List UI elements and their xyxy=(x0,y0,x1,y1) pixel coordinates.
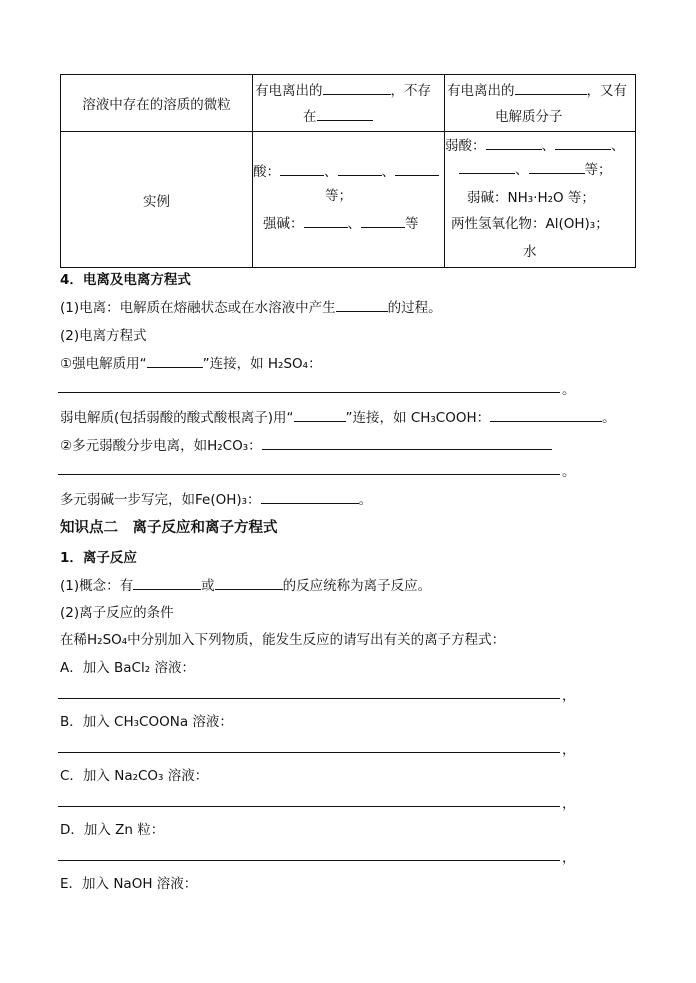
table-cell-strong-examples: 酸： 、 、 等； 强碱： 、 等 xyxy=(253,132,445,268)
knowledge-point-heading: 知识点二 离子反应和离子方程式 xyxy=(60,520,278,536)
ionization-equation-heading: (2)电离方程式 xyxy=(60,328,147,344)
answer-line xyxy=(58,752,560,753)
answer-line xyxy=(58,392,560,393)
strong-electrolyte-line: ①强电解质用“ ”连接，如 H₂SO₄： xyxy=(60,352,322,372)
section-heading-ionization: 4．电离及电离方程式 xyxy=(60,272,191,288)
concept-line: (1)概念：有 或 的反应统称为离子反应。 xyxy=(60,574,431,594)
table-cell-weak-species: 有电离出的 ，又有 电解质分子 xyxy=(445,75,636,132)
ionization-definition: (1)电离：电解质在熔融状态或在水溶液中产生 的过程。 xyxy=(60,296,442,316)
item-a-bacl2: A．加入 BaCl₂ 溶液： xyxy=(60,660,195,676)
polybasic-base-line: 多元弱碱一步写完，如Fe(OH)₃： 。 xyxy=(60,488,372,508)
answer-line xyxy=(58,698,560,699)
conditions-heading: (2)离子反应的条件 xyxy=(60,605,174,621)
answer-line xyxy=(58,860,560,861)
table-cell-species-header: 溶液中存在的溶质的微粒 xyxy=(61,75,253,132)
table-cell-examples-header: 实例 xyxy=(61,132,253,268)
electrolyte-table xyxy=(60,74,636,268)
table-cell-strong-species: 有电离出的 ，不存 在 xyxy=(253,75,445,132)
subsection-heading-ionic-reaction: 1．离子反应 xyxy=(60,550,137,566)
item-b-ch3coona: B．加入 CH₃COONa 溶液： xyxy=(60,714,233,730)
weak-electrolyte-line: 弱电解质(包括弱酸的酸式酸根离子)用“ ”连接，如 CH₃COOH： 。 xyxy=(60,406,616,426)
item-e-naoh: E．加入 NaOH 溶液： xyxy=(60,876,198,892)
table-cell-weak-examples: 弱酸： 、 、 、 等； 弱碱：NH₃·H₂O 等； 两性氢氧化物：Al(OH)₃； 水 xyxy=(445,132,636,268)
item-d-zn: D．加入 Zn 粒： xyxy=(60,822,165,838)
answer-line xyxy=(58,806,560,807)
instruction-text: 在稀H₂SO₄中分别加入下列物质，能发生反应的请写出有关的离子方程式： xyxy=(60,632,506,648)
item-c-na2co3: C．加入 Na₂CO₃ 溶液： xyxy=(60,768,209,784)
answer-line xyxy=(58,474,560,475)
polyprotic-acid-line: ②多元弱酸分步电离，如H₂CO₃： xyxy=(60,434,552,454)
